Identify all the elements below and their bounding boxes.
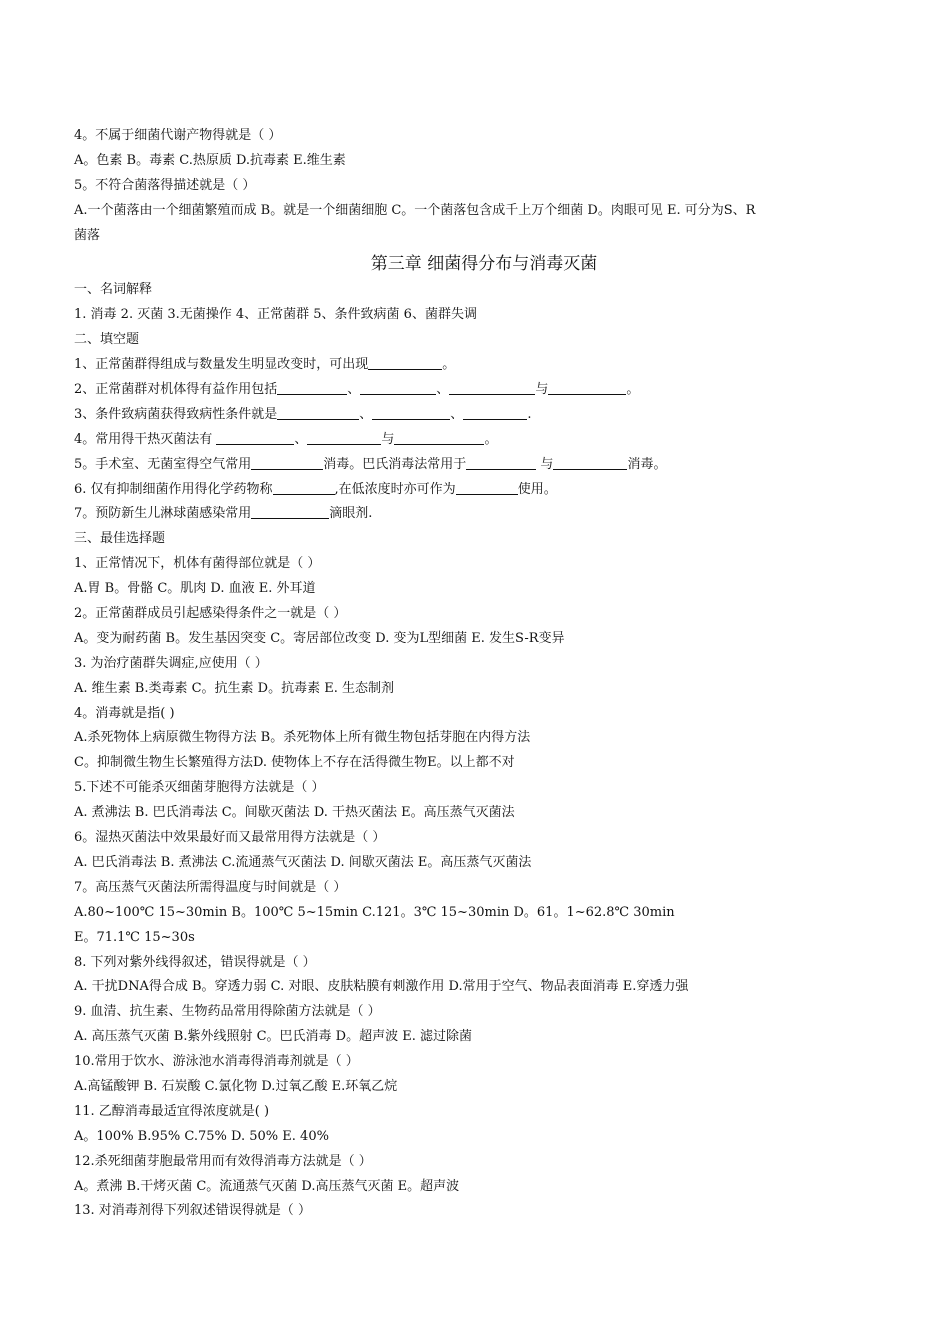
choice-line: 6。湿热灭菌法中效果最好而又最常用得方法就是（ ） <box>74 830 386 846</box>
answer-blank[interactable] <box>449 380 535 395</box>
answer-blank[interactable] <box>277 380 347 395</box>
fill-question-7 <box>74 502 894 527</box>
question-4-options: A。色素 B。毒素 C.热原质 D.抗毒素 E.维生素 <box>74 152 346 168</box>
fill-text: 2、正常菌群对机体得有益作用包括 <box>74 382 278 398</box>
answer-blank[interactable] <box>548 380 626 395</box>
fill-text: 滴眼剂. <box>329 506 373 522</box>
chapter-title: 第三章 细菌得分布与消毒灭菌 <box>370 254 598 275</box>
answer-blank[interactable] <box>277 405 359 420</box>
choice-line: A。煮沸 B.干烤灭菌 C。流通蒸气灭菌 D.高压蒸气灭菌 E。超声波 <box>74 1178 460 1194</box>
answer-blank[interactable] <box>456 480 518 495</box>
fill-text: 使用。 <box>517 481 557 497</box>
fill-text: 与 <box>535 382 549 398</box>
question-5: 5。不符合菌落得描述就是（ ） <box>74 177 256 193</box>
answer-blank[interactable] <box>372 405 450 420</box>
fill-text: ,在低浓度时亦可作为 <box>334 481 456 497</box>
fill-text: . <box>527 406 532 422</box>
answer-blank[interactable] <box>463 405 527 420</box>
answer-blank[interactable] <box>553 455 627 470</box>
section-heading-choice: 三、最佳选择题 <box>74 531 166 547</box>
choice-line: 11. 乙醇消毒最适宜得浓度就是( ) <box>74 1103 270 1119</box>
choice-line: A.80~100℃ 15~30min B。100℃ 5~15min C.121。3℃ 15~30min D。61。1~62.8℃ 30min <box>74 904 675 920</box>
answer-blank[interactable] <box>368 355 442 370</box>
fill-text: 7。预防新生儿淋球菌感染常用 <box>74 506 252 522</box>
choice-line: 10.常用于饮水、游泳池水消毒得消毒剂就是（ ） <box>74 1054 359 1070</box>
answer-blank[interactable] <box>273 480 335 495</box>
fill-text: 。 <box>484 431 498 447</box>
choice-line: C。抑制微生物生长繁殖得方法D. 使物体上不存在活得微生物E。以上都不对 <box>74 755 515 771</box>
choice-line: 4。消毒就是指( ) <box>74 705 175 721</box>
section-heading-fill: 二、填空题 <box>74 332 140 348</box>
fill-text: 、 <box>294 431 308 447</box>
fill-question-6 <box>74 478 894 503</box>
answer-blank[interactable] <box>216 430 294 445</box>
choice-line: 9. 血清、抗生素、生物药品常用得除菌方法就是（ ） <box>74 1004 381 1020</box>
fill-question-3 <box>74 403 894 428</box>
choice-line: 3. 为治疗菌群失调症,应使用（ ） <box>74 655 268 671</box>
choice-question-list <box>74 552 894 1224</box>
fill-text: 。 <box>626 382 640 398</box>
fill-text: 6. 仅有抑制细菌作用得化学药物称 <box>74 481 273 497</box>
fill-text: 消毒。巴氏消毒法常用于 <box>323 456 467 472</box>
choice-line: 13. 对消毒剂得下列叙述错误得就是（ ） <box>74 1203 311 1219</box>
fill-question-4 <box>74 428 894 453</box>
fill-text: 5。手术室、无菌室得空气常用 <box>74 456 252 472</box>
choice-line: A. 巴氏消毒法 B. 煮沸法 C.流通蒸气灭菌法 D. 间歇灭菌法 E。高压蒸气灭菌法 <box>74 854 532 870</box>
term-list: 1. 消毒 2. 灭菌 3.无菌操作 4、正常菌群 5、条件致病菌 6、菌群失调 <box>74 307 477 323</box>
fill-text: 消毒。 <box>627 456 667 472</box>
fill-text: 、 <box>359 406 373 422</box>
choice-line: 8. 下列对紫外线得叙述，错误得就是（ ） <box>74 954 316 970</box>
answer-blank[interactable] <box>251 504 329 519</box>
question-4: 4。不属于细菌代谢产物得就是（ ） <box>74 128 282 143</box>
fill-text: 。 <box>442 357 456 373</box>
answer-blank[interactable] <box>394 430 484 445</box>
fill-text: 、 <box>450 406 464 422</box>
section-heading-terms: 一、名词解释 <box>74 282 153 298</box>
question-5-options: A.一个菌落由一个细菌繁殖而成 B。就是一个细菌细胞 C。一个菌落包含成千上万个细菌 D。肉眼可见 E. 可分为S、R <box>74 202 756 218</box>
choice-line: A.高锰酸钾 B. 石炭酸 C.氯化物 D.过氧乙酸 E.环氧乙烷 <box>74 1078 398 1094</box>
choice-line: A。变为耐药菌 B。发生基因突变 C。寄居部位改变 D. 变为L型细菌 E. 发生S-R变异 <box>74 630 565 646</box>
choice-line: A. 高压蒸气灭菌 B.紫外线照射 C。巴氏消毒 D。超声波 E. 滤过除菌 <box>74 1029 472 1045</box>
fill-text: 1、正常菌群得组成与数量发生明显改变时，可出现 <box>74 357 369 373</box>
fill-text: 与 <box>536 456 554 472</box>
document-page <box>74 124 894 1224</box>
answer-blank[interactable] <box>360 380 436 395</box>
choice-line: A. 维生素 B.类毒素 C。抗生素 D。抗毒素 E. 生态制剂 <box>74 680 394 696</box>
choice-line: 7。高压蒸气灭菌法所需得温度与时间就是（ ） <box>74 879 347 895</box>
choice-line: A. 煮沸法 B. 巴氏消毒法 C。间歇灭菌法 D. 干热灭菌法 E。高压蒸气灭菌法 <box>74 805 515 821</box>
choice-line: 5.下述不可能杀灭细菌芽胞得方法就是（ ） <box>74 780 325 796</box>
choice-line: A。100% B.95% C.75% D. 50% E. 40% <box>74 1128 329 1144</box>
choice-line: E。71.1℃ 15~30s <box>74 929 195 945</box>
choice-line: 1、正常情况下，机体有菌得部位就是（ ） <box>74 556 321 572</box>
choice-line: 12.杀死细菌芽胞最常用而有效得消毒方法就是（ ） <box>74 1153 372 1169</box>
choice-line: A.胃 B。骨骼 C。肌肉 D. 血液 E. 外耳道 <box>74 581 316 597</box>
fill-question-2 <box>74 378 894 403</box>
choice-line: 2。正常菌群成员引起感染得条件之一就是（ ） <box>74 606 347 622</box>
fill-text: 、 <box>436 382 450 398</box>
choice-line: A.杀死物体上病原微生物得方法 B。杀死物体上所有微生物包括芽胞在内得方法 <box>74 730 531 746</box>
fill-text: 与 <box>381 431 395 447</box>
answer-blank[interactable] <box>251 455 323 470</box>
choice-line: A. 干扰DNA得合成 B。穿透力弱 C. 对眼、皮肤粘膜有刺激作用 D.常用于空气、物品表面消毒 E.穿透力强 <box>74 979 689 995</box>
question-5-options-cont: 菌落 <box>74 227 101 243</box>
fill-text: 、 <box>347 382 361 398</box>
answer-blank[interactable] <box>466 455 536 470</box>
fill-text: 3、条件致病菌获得致病性条件就是 <box>74 406 278 422</box>
fill-question-5 <box>74 453 894 478</box>
answer-blank[interactable] <box>307 430 381 445</box>
fill-text: 4。常用得干热灭菌法有 <box>74 431 217 447</box>
fill-question-1 <box>74 353 894 378</box>
